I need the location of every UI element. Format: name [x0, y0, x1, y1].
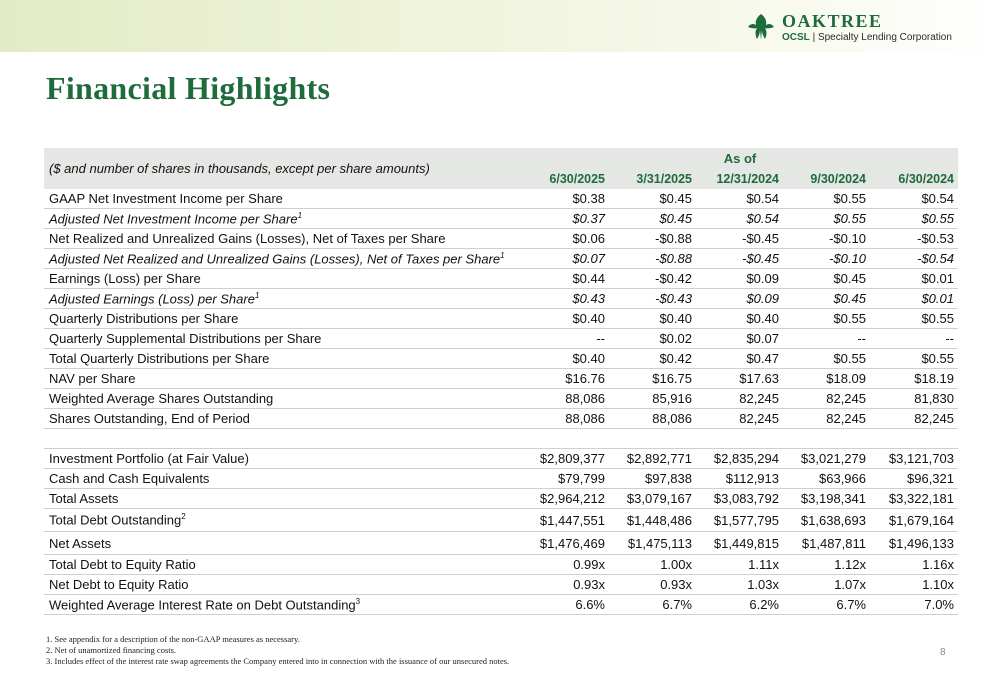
value-cell: 6.2%: [696, 595, 783, 615]
value-cell: $0.09: [696, 289, 783, 309]
value-cell: $0.43: [522, 289, 609, 309]
value-cell: $79,799: [522, 469, 609, 489]
value-cell: $0.45: [783, 269, 870, 289]
value-cell: $3,021,279: [783, 449, 870, 469]
row-label-text: Adjusted Earnings (Loss) per Share: [49, 291, 255, 307]
spacer-cell: [44, 429, 958, 449]
value-cell: 6.7%: [609, 595, 696, 615]
financial-highlights-table: [44, 148, 958, 615]
value-cell: $0.01: [870, 269, 958, 289]
value-cell: $0.38: [522, 189, 609, 209]
table-row: [44, 249, 958, 269]
table-row: [44, 209, 958, 229]
value-cell: $2,835,294: [696, 449, 783, 469]
value-cell: $3,083,792: [696, 489, 783, 509]
value-cell: 82,245: [696, 389, 783, 409]
row-label: [44, 369, 522, 389]
value-cell: $0.07: [522, 249, 609, 269]
value-cell: $97,838: [609, 469, 696, 489]
value-cell: $0.47: [696, 349, 783, 369]
value-cell: $1,447,551: [522, 509, 609, 532]
table-row: [44, 389, 958, 409]
value-cell: $16.76: [522, 369, 609, 389]
value-cell: $0.55: [783, 309, 870, 329]
value-cell: $0.54: [696, 189, 783, 209]
row-label-text: Investment Portfolio (at Fair Value): [49, 451, 249, 466]
value-cell: $0.40: [522, 349, 609, 369]
value-cell: $2,892,771: [609, 449, 696, 469]
row-label: [44, 289, 522, 309]
value-cell: -$0.45: [696, 229, 783, 249]
value-cell: $3,198,341: [783, 489, 870, 509]
units-note: ($ and number of shares in thousands, except per share amounts): [44, 148, 522, 189]
value-cell: $18.19: [870, 369, 958, 389]
row-label-text: Weighted Average Shares Outstanding: [49, 391, 274, 406]
value-cell: 88,086: [609, 409, 696, 429]
value-cell: $0.37: [522, 209, 609, 229]
value-cell: 88,086: [522, 389, 609, 409]
value-cell: $1,448,486: [609, 509, 696, 532]
row-label-text: Net Realized and Unrealized Gains (Losses), Net of Taxes per Share: [49, 231, 446, 246]
value-cell: 82,245: [783, 389, 870, 409]
value-cell: $63,966: [783, 469, 870, 489]
value-cell: --: [783, 329, 870, 349]
value-cell: -$0.88: [609, 229, 696, 249]
value-cell: $0.02: [609, 329, 696, 349]
value-cell: -$0.53: [870, 229, 958, 249]
value-cell: $0.42: [609, 349, 696, 369]
date-header: 9/30/2024: [783, 168, 870, 189]
value-cell: $0.44: [522, 269, 609, 289]
row-label: [44, 449, 522, 469]
row-label-text: NAV per Share: [49, 371, 136, 386]
footnote: 1. See appendix for a description of the non-GAAP measures as necessary.: [46, 634, 300, 644]
value-cell: -$0.88: [609, 249, 696, 269]
value-cell: $1,449,815: [696, 532, 783, 555]
table-row: [44, 309, 958, 329]
value-cell: 1.03x: [696, 575, 783, 595]
value-cell: $0.45: [783, 289, 870, 309]
value-cell: $2,964,212: [522, 489, 609, 509]
brand-tagline: [782, 33, 952, 43]
value-cell: -$0.43: [609, 289, 696, 309]
table-row: [44, 469, 958, 489]
table-row: [44, 269, 958, 289]
oak-leaf-icon: [746, 12, 776, 42]
table-row: [44, 289, 958, 309]
oaktree-logo: [746, 10, 952, 44]
page-title: Financial Highlights: [46, 70, 331, 106]
value-cell: $1,475,113: [609, 532, 696, 555]
value-cell: 0.93x: [609, 575, 696, 595]
row-label: [44, 269, 522, 289]
value-cell: $1,496,133: [870, 532, 958, 555]
table-row: [44, 489, 958, 509]
row-label-text: Shares Outstanding, End of Period: [49, 411, 250, 426]
date-header: 3/31/2025: [609, 168, 696, 189]
value-cell: 82,245: [783, 409, 870, 429]
value-cell: $0.40: [522, 309, 609, 329]
footnote-marker: 1: [297, 210, 303, 220]
value-cell: $0.55: [783, 189, 870, 209]
value-cell: $0.06: [522, 229, 609, 249]
footnote-marker: 1: [500, 250, 505, 260]
value-cell: --: [522, 329, 609, 349]
date-header: 6/30/2024: [870, 168, 958, 189]
as-of-label: As of: [522, 148, 958, 168]
value-cell: -$0.42: [609, 269, 696, 289]
value-cell: $16.75: [609, 369, 696, 389]
value-cell: -$0.45: [696, 249, 783, 269]
date-header: 6/30/2025: [522, 168, 609, 189]
table-row: [44, 509, 958, 532]
value-cell: $0.55: [783, 349, 870, 369]
value-cell: $0.54: [870, 189, 958, 209]
value-cell: $17.63: [696, 369, 783, 389]
value-cell: 88,086: [522, 409, 609, 429]
value-cell: 6.6%: [522, 595, 609, 615]
value-cell: $1,476,469: [522, 532, 609, 555]
row-label: [44, 532, 522, 555]
row-label: [44, 555, 522, 575]
value-cell: $0.55: [783, 209, 870, 229]
value-cell: $3,322,181: [870, 489, 958, 509]
value-cell: $96,321: [870, 469, 958, 489]
value-cell: $1,487,811: [783, 532, 870, 555]
value-cell: $0.45: [609, 189, 696, 209]
value-cell: $0.55: [870, 209, 958, 229]
row-label: [44, 249, 522, 269]
row-label-text: Earnings (Loss) per Share: [49, 271, 201, 286]
row-label: [44, 469, 522, 489]
table-row: [44, 229, 958, 249]
table-row: [44, 595, 958, 615]
value-cell: $0.07: [696, 329, 783, 349]
value-cell: $2,809,377: [522, 449, 609, 469]
brand-name: OAKTREE: [782, 10, 883, 31]
table-row: [44, 329, 958, 349]
value-cell: 82,245: [696, 409, 783, 429]
value-cell: 85,916: [609, 389, 696, 409]
row-label-text: Quarterly Distributions per Share: [49, 311, 239, 326]
page-number: 8: [940, 647, 946, 658]
table-row: [44, 369, 958, 389]
footnote: 2. Net of unamortized financing costs.: [46, 645, 177, 655]
footnote-marker: 2: [181, 512, 186, 522]
row-label: [44, 209, 522, 229]
value-cell: 1.10x: [870, 575, 958, 595]
value-cell: 0.99x: [522, 555, 609, 575]
footnote-marker: 3: [355, 596, 361, 606]
value-cell: 1.12x: [783, 555, 870, 575]
value-cell: 0.93x: [522, 575, 609, 595]
value-cell: $0.55: [870, 349, 958, 369]
value-cell: 82,245: [870, 409, 958, 429]
row-label-text: Cash and Cash Equivalents: [49, 471, 210, 486]
value-cell: $1,577,795: [696, 509, 783, 532]
row-label-text: Net Debt to Equity Ratio: [49, 577, 189, 592]
row-label: [44, 575, 522, 595]
table-body: [44, 189, 958, 615]
value-cell: 1.11x: [696, 555, 783, 575]
row-label: [44, 309, 522, 329]
table-row: [44, 532, 958, 555]
table-row: [44, 409, 958, 429]
row-label: [44, 595, 522, 615]
table-row: [44, 349, 958, 369]
value-cell: $112,913: [696, 469, 783, 489]
value-cell: $0.54: [696, 209, 783, 229]
value-cell: $0.09: [696, 269, 783, 289]
value-cell: 1.00x: [609, 555, 696, 575]
row-label-text: Total Debt to Equity Ratio: [49, 557, 196, 572]
value-cell: 6.7%: [783, 595, 870, 615]
footnote-marker: 1: [254, 290, 260, 300]
table-row: [44, 189, 958, 209]
value-cell: 1.16x: [870, 555, 958, 575]
value-cell: $0.01: [870, 289, 958, 309]
brand-tagline-text: | Specialty Lending Corporation: [812, 31, 952, 43]
row-label-text: Quarterly Supplemental Distributions per Share: [49, 331, 322, 346]
row-label-text: Adjusted Net Investment Income per Share: [49, 211, 298, 227]
row-label-text: Total Quarterly Distributions per Share: [49, 351, 270, 366]
value-cell: $3,079,167: [609, 489, 696, 509]
row-label: [44, 189, 522, 209]
value-cell: 7.0%: [870, 595, 958, 615]
row-label-text: Net Assets: [49, 535, 112, 551]
row-label-text: Total Debt Outstanding: [49, 512, 182, 528]
table-header-row: [44, 148, 958, 168]
row-label: [44, 409, 522, 429]
value-cell: -$0.10: [783, 229, 870, 249]
value-cell: $18.09: [783, 369, 870, 389]
value-cell: $0.40: [609, 309, 696, 329]
row-label: [44, 489, 522, 509]
value-cell: $3,121,703: [870, 449, 958, 469]
row-label: [44, 329, 522, 349]
row-label-text: Weighted Average Interest Rate on Debt Outstanding: [49, 597, 356, 613]
value-cell: --: [870, 329, 958, 349]
row-label-text: GAAP Net Investment Income per Share: [49, 191, 283, 206]
value-cell: $0.40: [696, 309, 783, 329]
table-row: [44, 449, 958, 469]
row-label-text: Total Assets: [49, 491, 119, 506]
brand-ticker: OCSL: [782, 31, 810, 43]
value-cell: $0.45: [609, 209, 696, 229]
value-cell: 1.07x: [783, 575, 870, 595]
row-label: [44, 389, 522, 409]
value-cell: -$0.10: [783, 249, 870, 269]
footnote: 3. Includes effect of the interest rate swap agreements the Company entered into in connection with the issuance of our unsecured notes.: [46, 656, 510, 666]
row-label-text: Adjusted Net Realized and Unrealized Gains (Losses), Net of Taxes per Share: [49, 251, 501, 267]
row-label: [44, 229, 522, 249]
spacer-row: [44, 429, 958, 449]
value-cell: $0.55: [870, 309, 958, 329]
value-cell: 81,830: [870, 389, 958, 409]
date-header: 12/31/2024: [696, 168, 783, 189]
footnotes: [46, 634, 509, 667]
value-cell: $1,638,693: [783, 509, 870, 532]
row-label: [44, 349, 522, 369]
value-cell: $1,679,164: [870, 509, 958, 532]
value-cell: -$0.54: [870, 249, 958, 269]
table-row: [44, 575, 958, 595]
row-label: [44, 509, 522, 532]
table-row: [44, 555, 958, 575]
